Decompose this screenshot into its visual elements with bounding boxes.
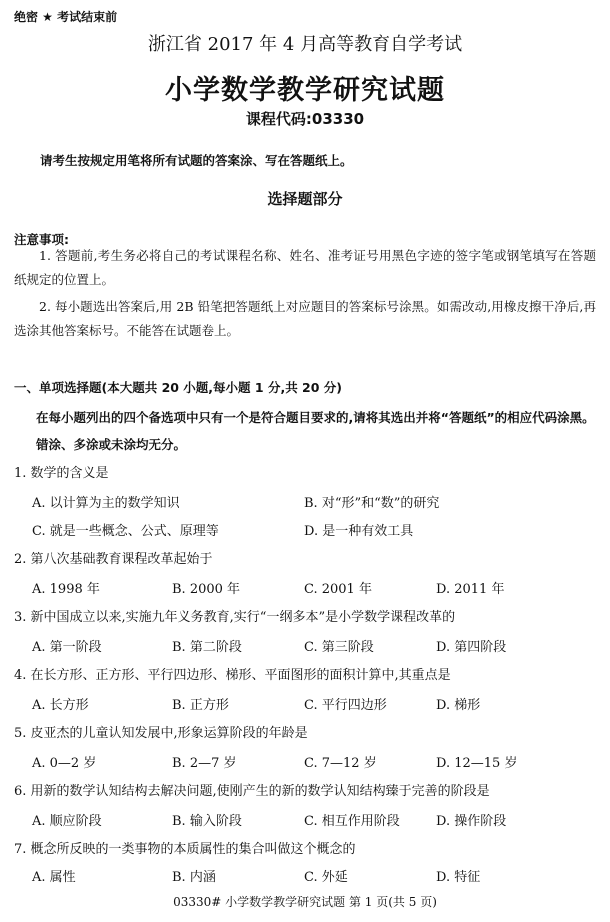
question-1-option-a: A. 以计算为主的数学知识 xyxy=(32,496,180,511)
question-2-option-a: A. 1998 年 xyxy=(32,582,100,597)
question-1-option-b: B. 对“形”和“数”的研究 xyxy=(304,496,440,511)
question-5-option-b: B. 2—7 岁 xyxy=(172,756,237,771)
question-2-option-c: C. 2001 年 xyxy=(304,582,372,597)
part-description: 在每小题列出的四个备选项中只有一个是符合题目要求的,请将其选出并将“答题纸”的相应代码涂黑。错涂、多涂或未涂均无分。 xyxy=(36,410,595,452)
question-4-option-b: B. 正方形 xyxy=(172,698,229,713)
question-6-option-c: C. 相互作用阶段 xyxy=(304,814,400,829)
part-title: 一、单项选择题(本大题共 20 小题,每小题 1 分,共 20 分) xyxy=(14,380,343,395)
question-7-option-c: C. 外延 xyxy=(304,870,348,885)
notes-heading: 注意事项: xyxy=(14,232,69,247)
note-item-1: 1. 答题前,考生务必将自己的考试课程名称、姓名、准考证号用黑色字迹的签字笔或钢笔填写在答题纸规定的位置上。 xyxy=(14,248,596,287)
question-2-stem: 2. 第八次基础教育课程改革起始于 xyxy=(14,552,213,567)
question-1-stem: 1. 数学的含义是 xyxy=(14,466,109,481)
question-5-option-c: C. 7—12 岁 xyxy=(304,756,377,771)
question-3-option-d: D. 第四阶段 xyxy=(436,640,507,655)
question-6-option-b: B. 输入阶段 xyxy=(172,814,242,829)
question-5-option-a: A. 0—2 岁 xyxy=(32,756,97,771)
course-code: 课程代码:03330 xyxy=(245,110,365,128)
question-4-stem: 4. 在长方形、正方形、平行四边形、梯形、平面图形的面积计算中,其重点是 xyxy=(14,668,451,683)
question-2-option-b: B. 2000 年 xyxy=(172,582,241,597)
question-5-stem: 5. 皮亚杰的儿童认知发展中,形象运算阶段的年龄是 xyxy=(14,726,308,741)
question-7-option-b: B. 内涵 xyxy=(172,870,216,885)
question-3-option-b: B. 第二阶段 xyxy=(172,640,242,655)
question-5-option-d: D. 12—15 岁 xyxy=(436,756,518,771)
question-7-option-d: D. 特征 xyxy=(436,870,481,885)
note-item-2: 2. 每小题选出答案后,用 2B 铅笔把答题纸上对应题目的答案标号涂黑。如需改动,用橡皮擦干净后,再选涂其他答案标号。不能答在试题卷上。 xyxy=(14,299,596,338)
paper-title: 小学数学教学研究试题 xyxy=(165,75,445,106)
question-3-stem: 3. 新中国成立以来,实施九年义务教育,实行“一纲多本”是小学数学课程改革的 xyxy=(14,610,456,625)
question-3-option-c: C. 第三阶段 xyxy=(304,640,374,655)
question-3-option-a: A. 第一阶段 xyxy=(32,640,102,655)
question-6-stem: 6. 用新的数学认知结构去解决问题,使刚产生的新的数学认知结构臻于完善的阶段是 xyxy=(14,784,490,799)
question-1-option-d: D. 是一种有效工具 xyxy=(304,524,414,539)
answer-instruction: 请考生按规定用笔将所有试题的答案涂、写在答题纸上。 xyxy=(40,153,353,168)
question-6-option-d: D. 操作阶段 xyxy=(436,814,507,829)
secret-label: 绝密 ★ 考试结束前 xyxy=(14,10,118,24)
question-2-option-d: D. 2011 年 xyxy=(436,582,505,597)
section-title: 选择题部分 xyxy=(267,190,343,208)
exam-title: 浙江省 2017 年 4 月高等教育自学考试 xyxy=(147,34,463,55)
question-7-stem: 7. 概念所反映的一类事物的本质属性的集合叫做这个概念的 xyxy=(14,842,356,857)
question-4-option-d: D. 梯形 xyxy=(436,698,481,713)
question-4-option-c: C. 平行四边形 xyxy=(304,698,387,713)
question-4-option-a: A. 长方形 xyxy=(32,698,89,713)
question-1-option-c: C. 就是一些概念、公式、原理等 xyxy=(32,524,219,539)
question-6-option-a: A. 顺应阶段 xyxy=(32,814,102,829)
question-7-option-a: A. 属性 xyxy=(32,870,76,885)
page-footer: 03330# 小学数学教学研究试题 第 1 页(共 5 页) xyxy=(173,895,437,909)
